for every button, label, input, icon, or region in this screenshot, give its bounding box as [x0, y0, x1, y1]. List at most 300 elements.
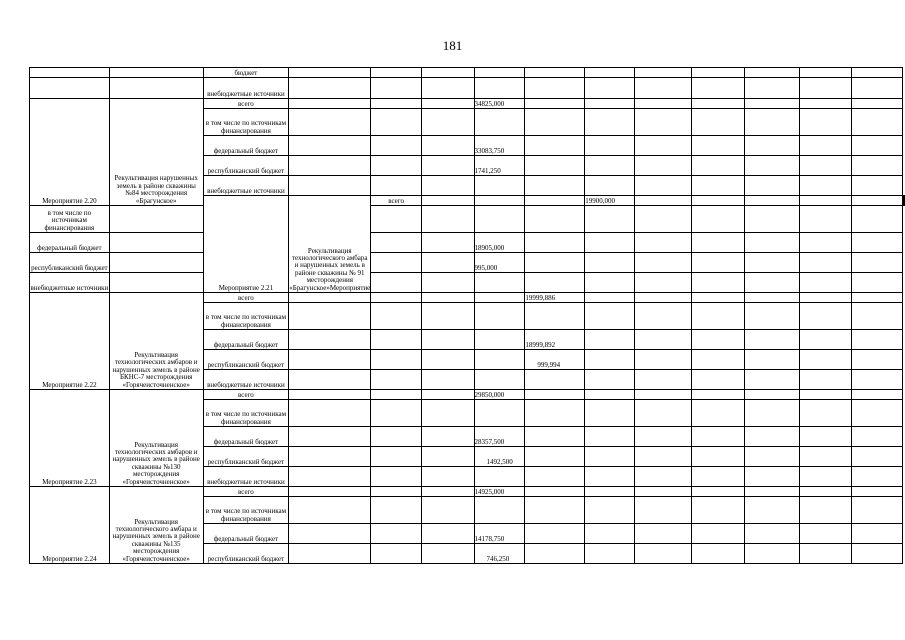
empty-cell: [289, 487, 371, 497]
empty-cell: [525, 447, 585, 467]
empty-cell: [525, 370, 585, 390]
empty-cell: [474, 293, 525, 303]
empty-cell: [525, 233, 585, 253]
empty-cell: [745, 390, 800, 400]
empty-cell: [799, 233, 852, 253]
empty-cell: [852, 350, 903, 370]
amount-cell: 14178,750: [474, 524, 525, 544]
empty-cell: [799, 330, 852, 350]
empty-cell: [421, 233, 474, 253]
empty-cell: [691, 467, 745, 487]
empty-cell: [525, 136, 585, 156]
amount-cell: 29850,000: [474, 390, 525, 400]
empty-cell: [745, 233, 800, 253]
empty-cell: [691, 544, 745, 564]
empty-cell: [585, 78, 635, 99]
empty-cell: [691, 303, 745, 330]
amount-cell: 18999,892: [525, 330, 585, 350]
source-label: всего: [203, 390, 289, 400]
empty-cell: [691, 196, 745, 206]
empty-cell: [852, 427, 903, 447]
empty-cell: [691, 497, 745, 524]
empty-cell: [852, 330, 903, 350]
empty-cell: [585, 206, 635, 233]
empty-cell: [799, 156, 852, 176]
empty-cell: [745, 447, 800, 467]
empty-cell: [371, 370, 422, 390]
amount-cell: 1492,500: [474, 447, 525, 467]
empty-cell: [585, 136, 635, 156]
empty-cell: [421, 273, 474, 293]
empty-cell: [474, 370, 525, 390]
empty-cell: [474, 303, 525, 330]
empty-cell: [852, 78, 903, 99]
empty-cell: [289, 303, 371, 330]
empty-cell: [852, 109, 903, 136]
empty-cell: [852, 467, 903, 487]
empty-cell: [371, 447, 422, 467]
empty-cell: [371, 487, 422, 497]
empty-cell: [799, 497, 852, 524]
empty-cell: [421, 136, 474, 156]
table-row: [30, 293, 905, 303]
amount-cell: 995,000: [474, 253, 525, 273]
empty-cell: [852, 273, 903, 293]
empty-cell: [585, 390, 635, 400]
empty-cell: [691, 524, 745, 544]
empty-cell: [852, 253, 903, 273]
empty-cell: [799, 293, 852, 303]
empty-cell: [421, 68, 474, 78]
source-label: федеральный бюджет: [203, 427, 289, 447]
table-row: [30, 78, 905, 99]
amount-cell: 19999,886: [525, 293, 585, 303]
source-label: внебюджетные источники: [203, 467, 289, 487]
activity-name: Мероприятие 2.20: [30, 99, 110, 206]
empty-cell: [852, 293, 903, 303]
empty-cell: [474, 68, 525, 78]
empty-cell: [421, 497, 474, 524]
empty-cell: [852, 497, 903, 524]
empty-cell: [421, 293, 474, 303]
empty-cell: [585, 487, 635, 497]
amount-cell: 18905,000: [474, 233, 525, 253]
empty-cell: [525, 176, 585, 196]
empty-cell: [852, 156, 903, 176]
empty-cell: [799, 68, 852, 78]
empty-cell: [371, 427, 422, 447]
budget-table: [29, 67, 905, 564]
empty-cell: [421, 196, 474, 206]
empty-cell: [745, 303, 800, 330]
table-row: [30, 68, 905, 78]
table-row: [30, 99, 905, 109]
empty-cell: [525, 390, 585, 400]
empty-cell: [109, 233, 203, 253]
empty-cell: [289, 99, 371, 109]
empty-cell: [289, 136, 371, 156]
empty-cell: [525, 78, 585, 99]
empty-cell: [289, 330, 371, 350]
empty-cell: [109, 206, 203, 233]
empty-cell: [852, 176, 903, 196]
empty-cell: [635, 400, 692, 427]
empty-cell: [371, 206, 422, 233]
empty-cell: [289, 350, 371, 370]
empty-cell: [852, 233, 903, 253]
empty-cell: [745, 497, 800, 524]
empty-cell: [371, 400, 422, 427]
empty-cell: [691, 68, 745, 78]
empty-cell: [745, 400, 800, 427]
empty-cell: [585, 497, 635, 524]
empty-cell: [852, 136, 903, 156]
empty-cell: [585, 109, 635, 136]
empty-cell: [691, 447, 745, 467]
empty-cell: [635, 330, 692, 350]
empty-cell: [904, 196, 905, 206]
empty-cell: [799, 544, 852, 564]
empty-cell: [289, 524, 371, 544]
empty-cell: [585, 330, 635, 350]
empty-cell: [525, 544, 585, 564]
empty-cell: [635, 447, 692, 467]
empty-cell: [799, 253, 852, 273]
empty-cell: [371, 390, 422, 400]
empty-cell: [745, 68, 800, 78]
empty-cell: [852, 206, 903, 233]
empty-cell: [585, 370, 635, 390]
empty-cell: [109, 273, 203, 293]
empty-cell: [585, 293, 635, 303]
empty-cell: [691, 350, 745, 370]
empty-cell: [745, 330, 800, 350]
empty-cell: [585, 303, 635, 330]
empty-cell: [421, 206, 474, 233]
empty-cell: [745, 370, 800, 390]
source-label: в том числе по источникам финансирования: [203, 109, 289, 136]
empty-cell: [635, 427, 692, 447]
empty-cell: [745, 427, 800, 447]
empty-cell: [585, 544, 635, 564]
empty-cell: [635, 233, 692, 253]
empty-cell: [799, 303, 852, 330]
empty-cell: [852, 370, 903, 390]
empty-cell: [289, 293, 371, 303]
empty-cell: [799, 487, 852, 497]
activity-name: Мероприятие 2.23: [30, 390, 110, 487]
empty-cell: [371, 544, 422, 564]
empty-cell: [691, 427, 745, 447]
source-label: в том числе по источникам финансирования: [30, 206, 110, 233]
table-row: [30, 390, 905, 400]
empty-cell: [109, 78, 203, 99]
empty-cell: [691, 273, 745, 293]
empty-cell: [799, 206, 852, 233]
empty-cell: [371, 68, 422, 78]
empty-cell: [525, 524, 585, 544]
empty-cell: [635, 273, 692, 293]
empty-cell: [289, 467, 371, 487]
empty-cell: [371, 233, 422, 253]
empty-cell: [691, 109, 745, 136]
source-label: всего: [203, 487, 289, 497]
empty-cell: [474, 350, 525, 370]
empty-cell: [289, 176, 371, 196]
empty-cell: [421, 99, 474, 109]
empty-cell: [585, 233, 635, 253]
empty-cell: [421, 303, 474, 330]
activity-name: Мероприятие 2.24: [30, 487, 110, 564]
source-label: всего: [371, 196, 422, 206]
empty-cell: [635, 390, 692, 400]
empty-cell: [585, 156, 635, 176]
empty-cell: [745, 273, 800, 293]
empty-cell: [691, 136, 745, 156]
source-label: в том числе по источникам финансирования: [203, 400, 289, 427]
empty-cell: [289, 109, 371, 136]
empty-cell: [635, 176, 692, 196]
empty-cell: [585, 447, 635, 467]
amount-cell: 28357,500: [474, 427, 525, 447]
empty-cell: [852, 400, 903, 427]
empty-cell: [691, 156, 745, 176]
empty-cell: [525, 253, 585, 273]
empty-cell: [691, 390, 745, 400]
empty-cell: [745, 467, 800, 487]
source-label: федеральный бюджет: [30, 233, 110, 253]
empty-cell: [585, 253, 635, 273]
empty-cell: [474, 400, 525, 427]
empty-cell: [799, 467, 852, 487]
empty-cell: [635, 497, 692, 524]
empty-cell: [371, 273, 422, 293]
empty-cell: [691, 370, 745, 390]
source-label: внебюджетные источники: [30, 273, 110, 293]
empty-cell: [585, 427, 635, 447]
empty-cell: [525, 497, 585, 524]
empty-cell: [691, 253, 745, 273]
table-row: [30, 253, 905, 273]
empty-cell: [421, 370, 474, 390]
empty-cell: [474, 497, 525, 524]
empty-cell: [745, 136, 800, 156]
empty-cell: [852, 99, 903, 109]
empty-cell: [474, 78, 525, 99]
amount-cell: 19900,000: [585, 196, 635, 206]
empty-cell: [525, 427, 585, 447]
empty-cell: [852, 447, 903, 467]
empty-cell: [585, 273, 635, 293]
empty-cell: [289, 78, 371, 99]
empty-cell: [635, 68, 692, 78]
activity-description: Рекультивация технологических амбаров и нарушенных земель в районе БКНС-7 месторождения «Горячеисточненское»: [109, 293, 203, 390]
source-label: федеральный бюджет: [203, 136, 289, 156]
empty-cell: [799, 78, 852, 99]
empty-cell: [745, 524, 800, 544]
empty-cell: [525, 400, 585, 427]
source-label: в том числе по источникам финансирования: [203, 497, 289, 524]
amount-cell: 999,994: [525, 350, 585, 370]
source-label: всего: [203, 293, 289, 303]
empty-cell: [421, 447, 474, 467]
empty-cell: [635, 206, 692, 233]
empty-cell: [635, 156, 692, 176]
source-label: федеральный бюджет: [203, 330, 289, 350]
empty-cell: [474, 467, 525, 487]
empty-cell: [852, 390, 903, 400]
empty-cell: [371, 330, 422, 350]
empty-cell: [799, 447, 852, 467]
empty-cell: [691, 293, 745, 303]
empty-cell: [421, 390, 474, 400]
empty-cell: [525, 196, 585, 206]
empty-cell: [691, 330, 745, 350]
amount-cell: 14925,000: [474, 487, 525, 497]
empty-cell: [371, 176, 422, 196]
empty-cell: [421, 544, 474, 564]
empty-cell: [691, 206, 745, 233]
empty-cell: [691, 78, 745, 99]
empty-cell: [799, 99, 852, 109]
empty-cell: [525, 156, 585, 176]
source-label: внебюджетные источники: [203, 176, 289, 196]
empty-cell: [289, 497, 371, 524]
empty-cell: [371, 524, 422, 544]
empty-cell: [745, 544, 800, 564]
source-label: в том числе по источникам финансирования: [203, 303, 289, 330]
empty-cell: [852, 524, 903, 544]
empty-cell: [745, 78, 800, 99]
empty-cell: [109, 68, 203, 78]
empty-cell: [289, 370, 371, 390]
empty-cell: [371, 156, 422, 176]
empty-cell: [421, 176, 474, 196]
empty-cell: [289, 156, 371, 176]
empty-cell: [691, 487, 745, 497]
empty-cell: [635, 253, 692, 273]
empty-cell: [371, 136, 422, 156]
source-label: бюджет: [203, 68, 289, 78]
empty-cell: [691, 400, 745, 427]
empty-cell: [585, 524, 635, 544]
activity-description: Рекультивация нарушенных земель в районе скважины №84 месторождения «Брагунское»: [109, 99, 203, 206]
empty-cell: [525, 99, 585, 109]
empty-cell: [745, 293, 800, 303]
empty-cell: [635, 544, 692, 564]
empty-cell: [852, 487, 903, 497]
empty-cell: [745, 206, 800, 233]
amount-cell: 34825,000: [474, 99, 525, 109]
empty-cell: [289, 68, 371, 78]
empty-cell: [745, 109, 800, 136]
empty-cell: [852, 196, 903, 206]
empty-cell: [799, 196, 852, 206]
source-label: республиканский бюджет: [203, 544, 289, 564]
empty-cell: [421, 427, 474, 447]
table-row: [30, 273, 905, 293]
empty-cell: [525, 68, 585, 78]
activity-description: Рекультивация технологического амбара и нарушенных земель в районе скважины № 91 месторождения «Брагунское»Мероприятие: [289, 196, 371, 293]
empty-cell: [289, 447, 371, 467]
empty-cell: [745, 99, 800, 109]
empty-cell: [289, 400, 371, 427]
empty-cell: [289, 544, 371, 564]
empty-cell: [585, 68, 635, 78]
empty-cell: [474, 273, 525, 293]
empty-cell: [799, 400, 852, 427]
empty-cell: [799, 524, 852, 544]
source-label: республиканский бюджет: [30, 253, 110, 273]
empty-cell: [635, 78, 692, 99]
empty-cell: [585, 350, 635, 370]
empty-cell: [371, 350, 422, 370]
empty-cell: [799, 427, 852, 447]
empty-cell: [421, 109, 474, 136]
table-row: [30, 206, 905, 233]
empty-cell: [421, 78, 474, 99]
empty-cell: [289, 427, 371, 447]
empty-cell: [474, 109, 525, 136]
empty-cell: [635, 196, 692, 206]
source-label: внебюджетные источники: [203, 370, 289, 390]
empty-cell: [421, 467, 474, 487]
empty-cell: [371, 497, 422, 524]
empty-cell: [474, 176, 525, 196]
empty-cell: [852, 68, 903, 78]
activity-name: Мероприятие 2.22: [30, 293, 110, 390]
empty-cell: [371, 253, 422, 273]
empty-cell: [525, 487, 585, 497]
page-number: 181: [442, 38, 463, 53]
empty-cell: [635, 487, 692, 497]
empty-cell: [585, 400, 635, 427]
empty-cell: [635, 350, 692, 370]
activity-name: Мероприятие 2.21: [203, 196, 289, 293]
empty-cell: [525, 206, 585, 233]
empty-cell: [474, 196, 525, 206]
source-label: федеральный бюджет: [203, 524, 289, 544]
empty-cell: [30, 78, 110, 99]
empty-cell: [852, 303, 903, 330]
empty-cell: [745, 156, 800, 176]
empty-cell: [421, 156, 474, 176]
table-row: [30, 487, 905, 497]
empty-cell: [852, 544, 903, 564]
empty-cell: [371, 109, 422, 136]
empty-cell: [691, 233, 745, 253]
activity-description: Рекультивация технологических амбаров и нарушенных земель в районе скважины №130 месторождения «Горячеисточненское»: [109, 390, 203, 487]
empty-cell: [289, 390, 371, 400]
source-label: республиканский бюджет: [203, 447, 289, 467]
empty-cell: [421, 350, 474, 370]
empty-cell: [421, 253, 474, 273]
source-label: республиканский бюджет: [203, 350, 289, 370]
table-row: [30, 233, 905, 253]
empty-cell: [635, 136, 692, 156]
empty-cell: [421, 330, 474, 350]
amount-cell: 1741,250: [474, 156, 525, 176]
empty-cell: [525, 109, 585, 136]
amount-cell: 746,250: [474, 544, 525, 564]
empty-cell: [474, 206, 525, 233]
empty-cell: [371, 303, 422, 330]
empty-cell: [585, 99, 635, 109]
source-label: всего: [203, 99, 289, 109]
amount-cell: 33083,750: [474, 136, 525, 156]
empty-cell: [745, 350, 800, 370]
empty-cell: [635, 303, 692, 330]
